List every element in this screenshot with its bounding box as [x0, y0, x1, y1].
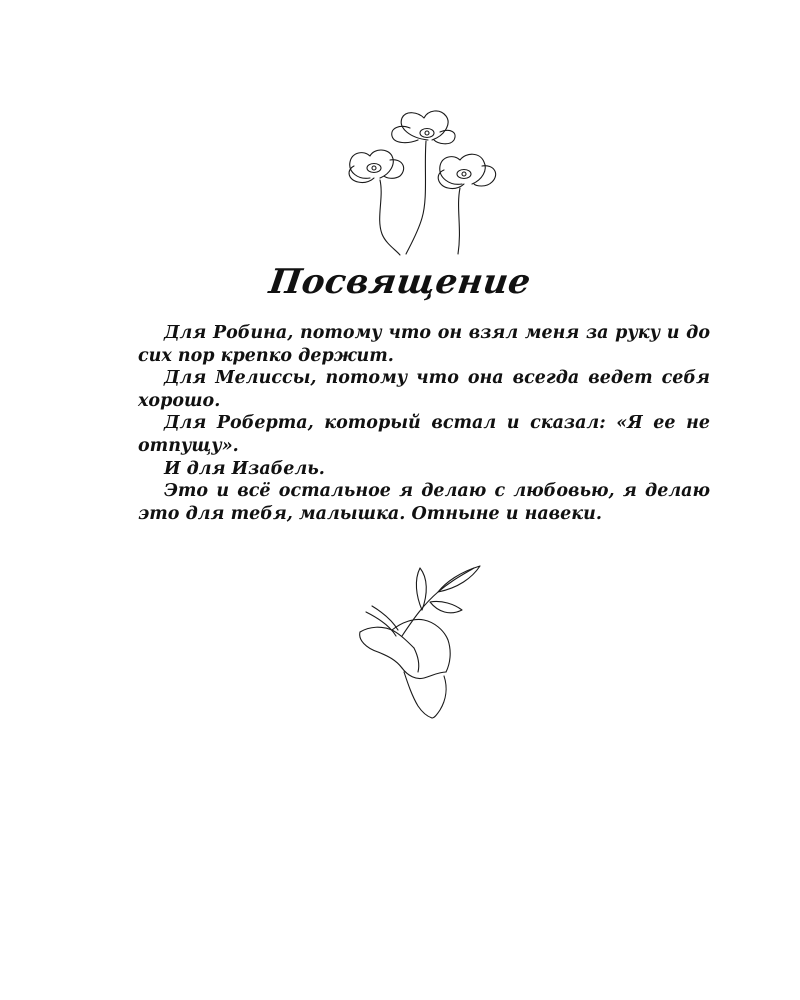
hand-holding-sprig-illustration: [352, 560, 492, 720]
hand: [360, 606, 450, 718]
sprig: [402, 566, 480, 636]
paragraph: Для Мелиссы, потому что она всегда ведет себя хорошо.: [138, 368, 710, 411]
paragraph: Для Робина, потому что он взял меня за руку и до сих пор крепко держит.: [138, 323, 710, 366]
paragraph: И для Изабель.: [164, 458, 325, 479]
poppy-flowers-illustration: [340, 108, 505, 256]
poppy-left: [349, 150, 404, 255]
poppy-right: [438, 154, 495, 254]
poppy-top: [392, 111, 455, 254]
dedication-text: [138, 322, 710, 525]
page-title: Посвящение: [266, 262, 534, 302]
paragraph: Это и всё остальное я делаю с любовью, я делаю это для тебя, малышка. Отныне и навеки.: [138, 481, 710, 524]
paragraph: Для Роберта, который встал и сказал: «Я ее не отпущу».: [138, 413, 710, 456]
